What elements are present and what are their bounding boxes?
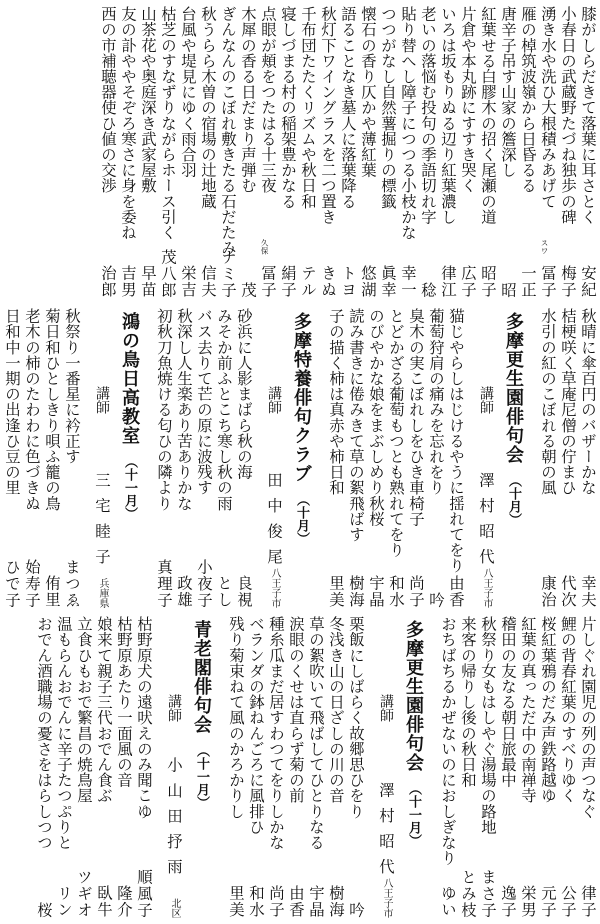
group-month: （十一月） bbox=[194, 744, 209, 809]
haiku-author: まさ子 bbox=[479, 868, 497, 918]
haiku-text: 友の訃ややそぞろ寒さに身を委ね bbox=[119, 6, 137, 240]
haiku-author: 侑里 bbox=[43, 575, 61, 608]
spacer bbox=[216, 616, 226, 918]
haiku-author: ゆい bbox=[439, 885, 457, 918]
haiku-text: 栗飯にしばらく故郷思ひをり bbox=[347, 616, 365, 819]
haiku-author: 代次 bbox=[559, 575, 577, 608]
haiku-column bbox=[478, 616, 498, 918]
haiku-author: 稔 bbox=[419, 281, 437, 298]
spacer bbox=[82, 308, 92, 608]
haiku-author: 茂八郎 bbox=[159, 248, 177, 298]
haiku-text: 秋深し人生楽あり苦ありかな bbox=[175, 308, 193, 511]
haiku-text: 稽田の友なる朝日旅最中 bbox=[499, 616, 517, 788]
haiku-column bbox=[406, 308, 426, 608]
haiku-text: とどかざる葡萄もつとも熟れてをり bbox=[387, 308, 405, 558]
spacer bbox=[316, 308, 326, 608]
haiku-author: ツギオ bbox=[75, 868, 93, 918]
haiku-column bbox=[226, 616, 246, 918]
haiku-text: おでん酒職場の憂さをはらしつつ bbox=[35, 616, 53, 850]
haiku-column bbox=[578, 6, 598, 298]
haiku-author: 公子 bbox=[559, 885, 577, 918]
haiku-author: 隆介 bbox=[115, 885, 133, 918]
haiku-column bbox=[558, 616, 578, 918]
haiku-column bbox=[178, 6, 198, 298]
haiku-text: 寝しづまる村の稲架豊かなる bbox=[279, 6, 297, 209]
haiku-column bbox=[174, 308, 194, 608]
haiku-text: おちばちるかぜないのにおしぎなり bbox=[439, 616, 457, 866]
haiku-text: 秋祭り女もはしやぐ湯場の路地 bbox=[479, 616, 497, 835]
haiku-text: 枯芝のすなずりながらホース引く bbox=[159, 6, 177, 240]
haiku-text: 木犀の香る日だまり声弾む bbox=[239, 6, 257, 194]
haiku-text: 残り菊束ねて風のかろかりし bbox=[227, 616, 245, 819]
haiku-author: 由香 bbox=[447, 575, 465, 608]
haiku-column bbox=[158, 6, 178, 298]
haiku-author: まつゑ bbox=[63, 558, 81, 608]
lecturer-place: 八王子市 bbox=[269, 568, 280, 608]
lecturer-role: 講師 bbox=[94, 386, 110, 414]
haiku-column bbox=[118, 6, 138, 298]
lecturer-role: 講師 bbox=[378, 694, 394, 722]
lecturer-place: 兵庫県 bbox=[97, 578, 108, 608]
haiku-text: 涙眼のくせは直らず菊の前 bbox=[287, 616, 305, 804]
lecturer-column bbox=[92, 308, 114, 608]
haiku-text: 猫じやらしはじけるやうに揺れてをり bbox=[447, 308, 465, 574]
haiku-text: 日和中一期の出逢ひ豆の里 bbox=[3, 308, 21, 496]
haiku-author: テル bbox=[299, 265, 317, 298]
haiku-author: きぬ bbox=[319, 265, 337, 298]
haiku-text: 懐石の香り仄かや薄紅葉 bbox=[359, 6, 377, 178]
haiku-author: ナミ子 bbox=[219, 248, 237, 298]
column-group bbox=[2, 308, 598, 608]
group-heading bbox=[114, 308, 144, 608]
haiku-text: 雁の棹筑波嶺から日昏るる bbox=[519, 6, 537, 194]
haiku-author: 律江 bbox=[439, 265, 457, 298]
haiku-author: 康治 bbox=[539, 575, 557, 608]
haiku-author: 和水 bbox=[387, 575, 405, 608]
haiku-column bbox=[458, 6, 478, 298]
haiku-author: 律子 bbox=[579, 885, 597, 918]
lecturer-name: 三宅睦子 bbox=[93, 472, 111, 574]
lecturer-name: 小山田抒雨 bbox=[165, 757, 183, 884]
haiku-author: トヨ bbox=[339, 265, 357, 298]
lecturer-name: 田中俊尾 bbox=[265, 472, 283, 574]
haiku-author: 吟 bbox=[347, 901, 365, 918]
haiku-text: 枯野原犬の遠吠えのみ聞こゆ bbox=[135, 616, 153, 819]
group-heading bbox=[286, 308, 316, 608]
haiku-column bbox=[426, 308, 446, 608]
haiku-text: 葡萄狩肩の痛みを忘れをり bbox=[427, 308, 445, 496]
haiku-text: 桔梗咲く草庵尼僧の佇まひ bbox=[559, 308, 577, 496]
lecturer-column bbox=[476, 308, 498, 608]
haiku-column bbox=[22, 308, 42, 608]
haiku-author: 栄男 bbox=[519, 885, 537, 918]
haiku-author: 昭子 bbox=[479, 265, 497, 298]
haiku-column bbox=[266, 616, 286, 918]
group-title: 鴻の鳥日高教室 bbox=[119, 312, 140, 445]
lecturer-role: 講師 bbox=[266, 386, 282, 414]
haiku-author: 眞幸 bbox=[379, 265, 397, 298]
haiku-author: 一正 bbox=[519, 265, 537, 298]
haiku-author: 逸子 bbox=[499, 885, 517, 918]
group-title: 多摩特養俳句クラブ bbox=[291, 312, 312, 483]
haiku-column bbox=[458, 616, 478, 918]
haiku-author: 小夜子 bbox=[195, 558, 213, 608]
haiku-column bbox=[378, 6, 398, 298]
haiku-column bbox=[98, 6, 118, 298]
haiku-text: 菊日和ひとしきり唄ふ籠の鳥 bbox=[43, 308, 61, 511]
haiku-column bbox=[94, 616, 114, 918]
lecturer-column bbox=[164, 616, 186, 918]
column-group bbox=[98, 6, 598, 298]
haiku-text: ベランダの鉢ねんごろに風排ひ bbox=[247, 616, 265, 835]
haiku-author: 吟 bbox=[427, 591, 445, 608]
haiku-column bbox=[198, 6, 218, 298]
haiku-author: 樹海 bbox=[347, 575, 365, 608]
haiku-column bbox=[578, 308, 598, 608]
haiku-column bbox=[114, 616, 134, 918]
haiku-column bbox=[558, 308, 578, 608]
haiku-author: 吉男 bbox=[119, 265, 137, 298]
haiku-text: 読み書きに倦みきて草の絮飛ばす bbox=[347, 308, 365, 542]
haiku-column bbox=[138, 6, 158, 298]
group-heading bbox=[398, 616, 428, 918]
haiku-column bbox=[418, 6, 438, 298]
lecturer-place: 八王子市 bbox=[381, 878, 392, 918]
haiku-column bbox=[346, 616, 366, 918]
tier-section bbox=[0, 616, 600, 918]
haiku-text: みそか前ふとこち寒し秋の雨 bbox=[215, 308, 233, 511]
haiku-text: 臭木の実こぼれしをひき車椅子 bbox=[407, 308, 425, 527]
haiku-author: 政雄 bbox=[175, 575, 193, 608]
spacer bbox=[466, 308, 476, 608]
haiku-author: 信夫 bbox=[199, 265, 217, 298]
haiku-author: 臥牛 bbox=[95, 885, 113, 918]
lecturer-role: 講師 bbox=[478, 386, 494, 414]
haiku-column bbox=[386, 308, 406, 608]
haiku-author: 栄吉 bbox=[179, 265, 197, 298]
haiku-column bbox=[326, 616, 346, 918]
haiku-text: 紅葉の真っただ中の南禅寺 bbox=[519, 616, 537, 804]
haiku-column bbox=[286, 616, 306, 918]
haiku-author: 真理子 bbox=[155, 558, 173, 608]
haiku-column bbox=[558, 6, 578, 298]
haiku-text: 語ることなき墓人に落葉降る bbox=[339, 6, 357, 209]
haiku-column bbox=[318, 6, 338, 298]
haiku-text: 西の市補聴器使ひ値の交渉 bbox=[99, 6, 117, 194]
haiku-column bbox=[234, 308, 254, 608]
haiku-column bbox=[62, 308, 82, 608]
spacer bbox=[428, 616, 438, 918]
group-heading bbox=[186, 616, 216, 918]
haiku-column bbox=[346, 308, 366, 608]
lecturer-place: 北区 bbox=[169, 898, 180, 918]
haiku-text: 唐辛子吊す山家の簷深し bbox=[499, 6, 517, 178]
haiku-author: リン bbox=[55, 885, 73, 918]
haiku-column bbox=[326, 308, 346, 608]
haiku-column bbox=[246, 616, 266, 918]
haiku-text: 千布団たたくリズムや秋日和 bbox=[299, 6, 317, 209]
group-heading bbox=[498, 308, 528, 608]
group-month: （十月） bbox=[506, 474, 521, 526]
spacer bbox=[254, 308, 264, 608]
haiku-text: 子の描く柿は真赤や柿日和 bbox=[327, 308, 345, 496]
haiku-column bbox=[34, 616, 54, 918]
haiku-text: つつがなし自然薯掘りの標籤 bbox=[379, 6, 397, 209]
haiku-text: 立食ひもおで繁昌の焼鳥屋 bbox=[75, 616, 93, 804]
haiku-author: 里美 bbox=[227, 885, 245, 918]
haiku-text: 温もらんおでんに辛子たつぷりと bbox=[55, 616, 73, 850]
spacer bbox=[144, 308, 154, 608]
haiku-column bbox=[498, 616, 518, 918]
group-title: 多摩更生園俳句会 bbox=[403, 620, 424, 772]
haiku-column bbox=[538, 616, 558, 918]
haiku-text: 鯉の背春紅葉のすべりゆく bbox=[559, 616, 577, 804]
tier-section bbox=[0, 308, 600, 608]
tier-section bbox=[0, 6, 600, 298]
haiku-author: とみ枝 bbox=[459, 868, 477, 918]
haiku-column bbox=[478, 6, 498, 298]
haiku-text: 秋灯下ワイングラスを二つ置き bbox=[319, 6, 337, 225]
haiku-author: 幸一 bbox=[399, 265, 417, 298]
haiku-author: 梅子 bbox=[559, 265, 577, 298]
haiku-text: 枯野原あたり一面風の音 bbox=[115, 616, 133, 788]
haiku-author: 冨子 bbox=[539, 265, 557, 298]
haiku-column bbox=[238, 6, 258, 298]
haiku-column bbox=[518, 616, 538, 918]
haiku-author: 里美 bbox=[327, 575, 345, 608]
haiku-author: 樹海 bbox=[327, 885, 345, 918]
lecturer-column bbox=[376, 616, 398, 918]
haiku-text: 種糸瓜まだ居すわつてをりしかな bbox=[267, 616, 285, 850]
haiku-text: ぎんなんのこぼれ敷きたる石だたみ bbox=[219, 6, 237, 256]
haiku-column bbox=[2, 308, 22, 608]
haiku-column bbox=[538, 308, 558, 608]
haiku-author: ひで子 bbox=[3, 558, 21, 608]
haiku-author: 元子 bbox=[539, 885, 557, 918]
haiku-column bbox=[358, 6, 378, 298]
lecturer-column bbox=[264, 308, 286, 608]
haiku-author: 絹子 bbox=[279, 265, 297, 298]
haiku-column bbox=[42, 308, 62, 608]
haiku-text: 台風や堤見にゆく雨合羽 bbox=[179, 6, 197, 178]
haiku-author: 良視 bbox=[235, 575, 253, 608]
haiku-column bbox=[218, 6, 238, 298]
spacer bbox=[154, 616, 164, 918]
haiku-column bbox=[498, 6, 518, 298]
haiku-text: 片しぐれ園児の列の声つなぐ bbox=[579, 616, 597, 819]
haiku-column bbox=[194, 308, 214, 608]
haiku-text: 湧き水や洗ひ大根積みあげて bbox=[539, 6, 557, 209]
haiku-author: 和水 bbox=[247, 885, 265, 918]
haiku-text: 桜紅葉鴉のだみ声鉄路越ゆ bbox=[539, 616, 557, 804]
haiku-author: 尚子 bbox=[267, 885, 285, 918]
haiku-text: 砂浜に人影まばら秋の海 bbox=[235, 308, 253, 480]
lecturer-role: 講師 bbox=[166, 694, 182, 722]
haiku-text: 初秋刀魚焼ける匂ひの隣より bbox=[155, 308, 173, 511]
haiku-text: 点眼が頬をつたはる十三夜 bbox=[259, 6, 277, 194]
haiku-text: 草の絮吹いて飛ばしてひとりなる bbox=[307, 616, 325, 850]
group-title: 青老閣俳句会 bbox=[191, 620, 212, 734]
haiku-author: 幸夫 bbox=[579, 575, 597, 608]
haiku-column bbox=[74, 616, 94, 918]
haiku-text: 山茶花や奥庭深き武家屋敷 bbox=[139, 6, 157, 194]
haiku-author: 昭 bbox=[499, 281, 517, 298]
haiku-text: 小春日の武蔵野たづね独歩の碑 bbox=[559, 6, 577, 225]
haiku-text: 秋晴に傘百円のバザーかな bbox=[579, 308, 597, 496]
haiku-author: 順風子 bbox=[135, 868, 153, 918]
lecturer-name: 澤村昭代 bbox=[377, 782, 395, 884]
haiku-text: のびやかな娘をまぶしめり秋桜 bbox=[367, 308, 385, 527]
haiku-author: 広子 bbox=[459, 265, 477, 298]
haiku-column bbox=[438, 616, 458, 918]
haiku-column bbox=[398, 6, 418, 298]
haiku-column bbox=[154, 308, 174, 608]
haiku-text: バス去りて芒の原に波残す bbox=[195, 308, 213, 496]
haiku-column bbox=[134, 616, 154, 918]
haiku-column bbox=[366, 308, 386, 608]
haiku-column bbox=[214, 308, 234, 608]
haiku-text: 片倉や本丸跡にすすき哭く bbox=[459, 6, 477, 194]
group-title: 多摩更生園俳句会 bbox=[503, 312, 524, 464]
haiku-text: 老いの落悩む投句の季語切れ字 bbox=[419, 6, 437, 225]
haiku-author: 茂 bbox=[239, 281, 257, 298]
haiku-author: 由香 bbox=[287, 885, 305, 918]
author-note: スワ bbox=[540, 238, 549, 254]
haiku-author: 桜 bbox=[35, 901, 53, 918]
haiku-author: 尚子 bbox=[407, 575, 425, 608]
haiku-text: 膝がしらだきて落葉に耳さとく bbox=[579, 6, 597, 225]
haiku-author: 冨子 bbox=[259, 265, 277, 298]
haiku-column bbox=[306, 616, 326, 918]
author-note: 久保 bbox=[260, 238, 269, 254]
haiku-text: 老木の柿のたわわに色づきぬ bbox=[23, 308, 41, 511]
haiku-column bbox=[278, 6, 298, 298]
haiku-column bbox=[298, 6, 318, 298]
column-group bbox=[34, 616, 598, 918]
lecturer-place: 八王子市 bbox=[481, 568, 492, 608]
haiku-author: 安紀 bbox=[579, 265, 597, 298]
haiku-column bbox=[538, 6, 558, 298]
haiku-text: 秋うらら木曽の宿場の辻地蔵 bbox=[199, 6, 217, 209]
haiku-text: 来客の帰りし後の秋日和 bbox=[459, 616, 477, 788]
group-month: （十月） bbox=[294, 493, 309, 545]
group-month: （十一月） bbox=[122, 455, 137, 520]
haiku-column bbox=[446, 308, 466, 608]
haiku-author: 悠湖 bbox=[359, 265, 377, 298]
haiku-column bbox=[54, 616, 74, 918]
spacer bbox=[366, 616, 376, 918]
haiku-author: 治郎 bbox=[99, 265, 117, 298]
haiku-column bbox=[338, 6, 358, 298]
haiku-text: いろは坂もりぬる辺り紅葉濃し bbox=[439, 6, 457, 225]
haiku-text: 貼り替へし障子につつる小枝かな bbox=[399, 6, 417, 240]
haiku-text: 冬浅き山の日ざしの川の音 bbox=[327, 616, 345, 804]
haiku-author: とし bbox=[215, 575, 233, 608]
haiku-author: 宇晶 bbox=[367, 575, 385, 608]
haiku-column bbox=[578, 616, 598, 918]
haiku-text: 娘来て親子三代おでん食ぶ bbox=[95, 616, 113, 804]
haiku-column bbox=[258, 6, 278, 298]
haiku-text: 秋祭り一番星に衿正す bbox=[63, 308, 81, 464]
haiku-author: 始寿子 bbox=[23, 558, 41, 608]
haiku-column bbox=[438, 6, 458, 298]
haiku-text: 紅葉せる白膠木の招く尾瀬の道 bbox=[479, 6, 497, 225]
haiku-text: 水引の紅のこぼれる朝の風 bbox=[539, 308, 557, 496]
lecturer-name: 澤村昭代 bbox=[477, 472, 495, 574]
haiku-author: 宇晶 bbox=[307, 885, 325, 918]
group-month: （十一月） bbox=[406, 782, 421, 847]
haiku-column bbox=[518, 6, 538, 298]
haiku-author: 早苗 bbox=[139, 265, 157, 298]
spacer bbox=[528, 308, 538, 608]
